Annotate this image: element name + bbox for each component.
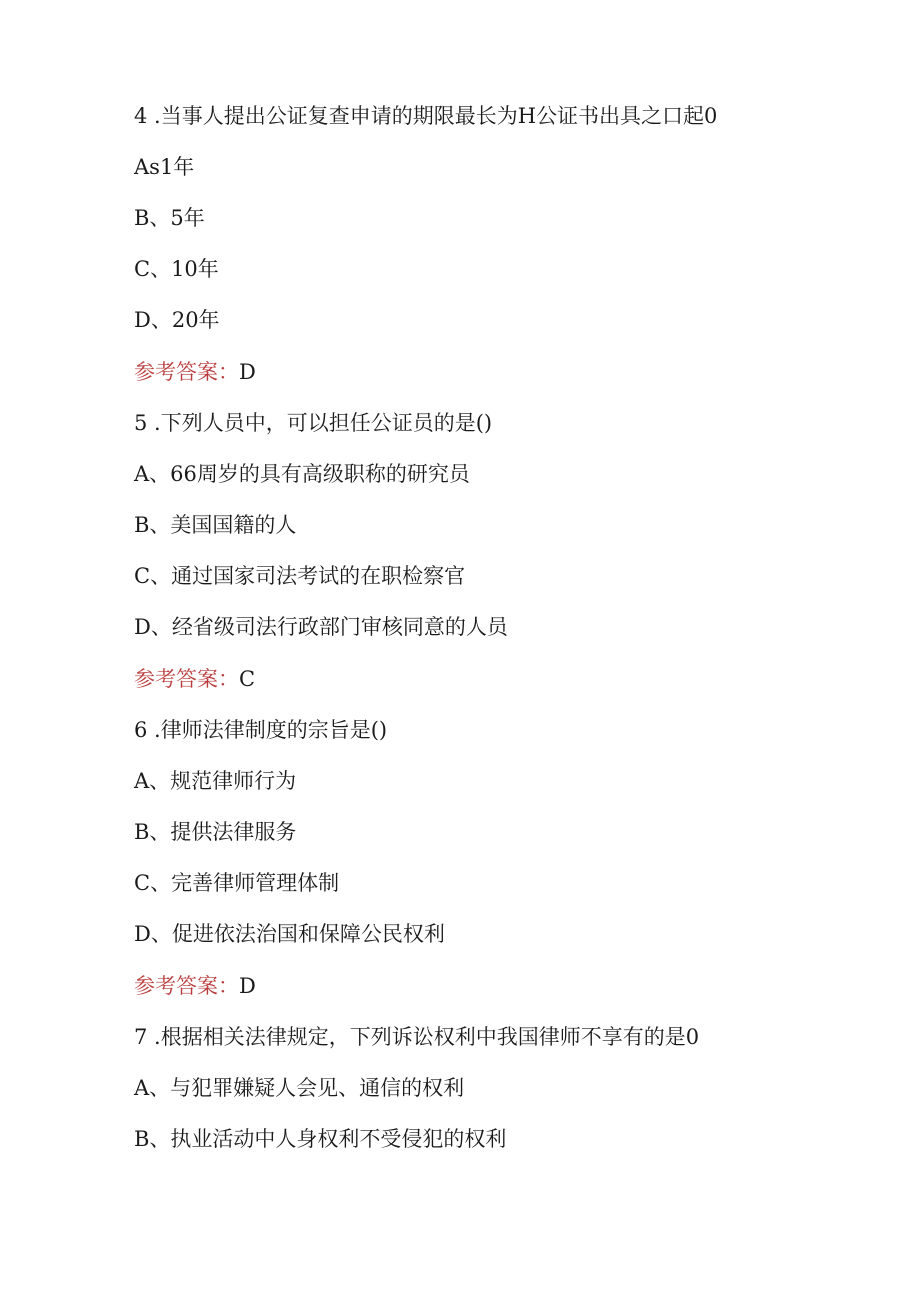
answer-letter: D bbox=[239, 974, 256, 998]
question-4-option-c: C、10年 bbox=[134, 257, 219, 281]
question-6-option-c: C、完善律师管理体制 bbox=[134, 871, 340, 895]
question-4-stem: 4 .当事人提出公证复查申请的期限最长为H公证书出具之口起0 bbox=[134, 104, 718, 128]
answer-letter: D bbox=[239, 360, 256, 384]
question-6-answer bbox=[134, 973, 256, 999]
question-4-option-b: B、5年 bbox=[134, 206, 205, 230]
question-6-stem: 6 .律师法律制度的宗旨是() bbox=[134, 718, 388, 742]
answer-label: 参考答案： bbox=[134, 667, 239, 691]
question-5-option-c: C、通过国家司法考试的在职检察官 bbox=[134, 564, 466, 588]
question-7-stem: 7 .根据相关法律规定，下列诉讼权利中我国律师不享有的是0 bbox=[134, 1025, 700, 1049]
question-4-option-a: As1年 bbox=[134, 155, 195, 179]
question-5-option-a: A、66周岁的具有高级职称的研究员 bbox=[134, 462, 470, 486]
question-5-stem: 5 .下列人员中，可以担任公证员的是() bbox=[134, 411, 493, 435]
answer-label: 参考答案： bbox=[134, 360, 239, 384]
question-7-option-b: B、执业活动中人身权利不受侵犯的权利 bbox=[134, 1127, 507, 1151]
question-6-option-d: D、促进依法治国和保障公民权利 bbox=[134, 922, 445, 946]
answer-letter: C bbox=[239, 667, 256, 691]
question-4-answer bbox=[134, 359, 256, 385]
question-5-option-b: B、美国国籍的人 bbox=[134, 513, 297, 537]
question-5-option-d: D、经省级司法行政部门审核同意的人员 bbox=[134, 615, 508, 639]
question-6-option-b: B、提供法律服务 bbox=[134, 820, 297, 844]
answer-label: 参考答案： bbox=[134, 974, 239, 998]
question-7-option-a: A、与犯罪嫌疑人会见、通信的权利 bbox=[134, 1076, 465, 1100]
question-6-option-a: A、规范律师行为 bbox=[134, 769, 297, 793]
question-5-answer bbox=[134, 666, 255, 692]
question-4-option-d: D、20年 bbox=[134, 308, 220, 332]
